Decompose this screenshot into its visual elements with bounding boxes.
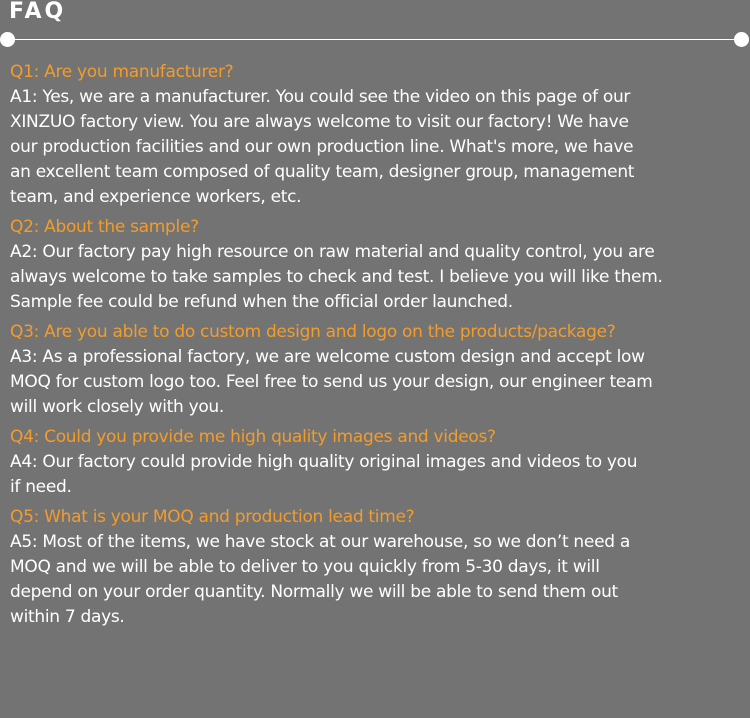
faq-question: Q4: Could you provide me high quality images and videos? <box>10 427 496 447</box>
answer-line: an excellent team composed of quality team, designer group, management <box>10 162 635 182</box>
answer-line: A5: Most of the items, we have stock at our warehouse, so we don’t need a <box>10 532 630 552</box>
faq-answer <box>10 240 746 315</box>
answer-line: A3: As a professional factory, we are welcome custom design and accept low <box>10 347 645 367</box>
faq-title: FAQ <box>9 0 67 24</box>
answer-line: Sample fee could be refund when the official order launched. <box>10 292 513 312</box>
divider-left-dot <box>0 32 15 47</box>
faq-item-4 <box>10 425 746 500</box>
faq-answer <box>10 450 746 500</box>
faq-item-1 <box>10 60 746 210</box>
answer-line: A4: Our factory could provide high quality original images and videos to you <box>10 452 638 472</box>
answer-line: within 7 days. <box>10 607 125 627</box>
divider-right-dot <box>734 32 749 47</box>
answer-line: XINZUO factory view. You are always welcome to visit our factory! We have <box>10 112 629 132</box>
faq-answer <box>10 530 746 630</box>
faq-question: Q3: Are you able to do custom design and logo on the products/package? <box>10 322 616 342</box>
faq-answer <box>10 345 746 420</box>
faq-list <box>10 60 746 630</box>
faq-item-5 <box>10 505 746 630</box>
answer-line: always welcome to take samples to check and test. I believe you will like them. <box>10 267 663 287</box>
faq-answer <box>10 85 746 210</box>
answer-line: our production facilities and our own production line. What's more, we have <box>10 137 634 157</box>
answer-line: if need. <box>10 477 72 497</box>
answer-line: team, and experience workers, etc. <box>10 187 302 207</box>
faq-item-3 <box>10 320 746 420</box>
answer-line: MOQ and we will be able to deliver to you quickly from 5-30 days, it will <box>10 557 600 577</box>
title-divider <box>7 39 742 40</box>
answer-line: A2: Our factory pay high resource on raw material and quality control, you are <box>10 242 655 262</box>
faq-question: Q2: About the sample? <box>10 217 199 237</box>
answer-line: A1: Yes, we are a manufacturer. You could see the video on this page of our <box>10 87 631 107</box>
answer-line: will work closely with you. <box>10 397 225 417</box>
faq-item-2 <box>10 215 746 315</box>
faq-question: Q1: Are you manufacturer? <box>10 62 234 82</box>
answer-line: depend on your order quantity. Normally we will be able to send them out <box>10 582 618 602</box>
answer-line: MOQ for custom logo too. Feel free to send us your design, our engineer team <box>10 372 653 392</box>
faq-question: Q5: What is your MOQ and production lead time? <box>10 507 415 527</box>
